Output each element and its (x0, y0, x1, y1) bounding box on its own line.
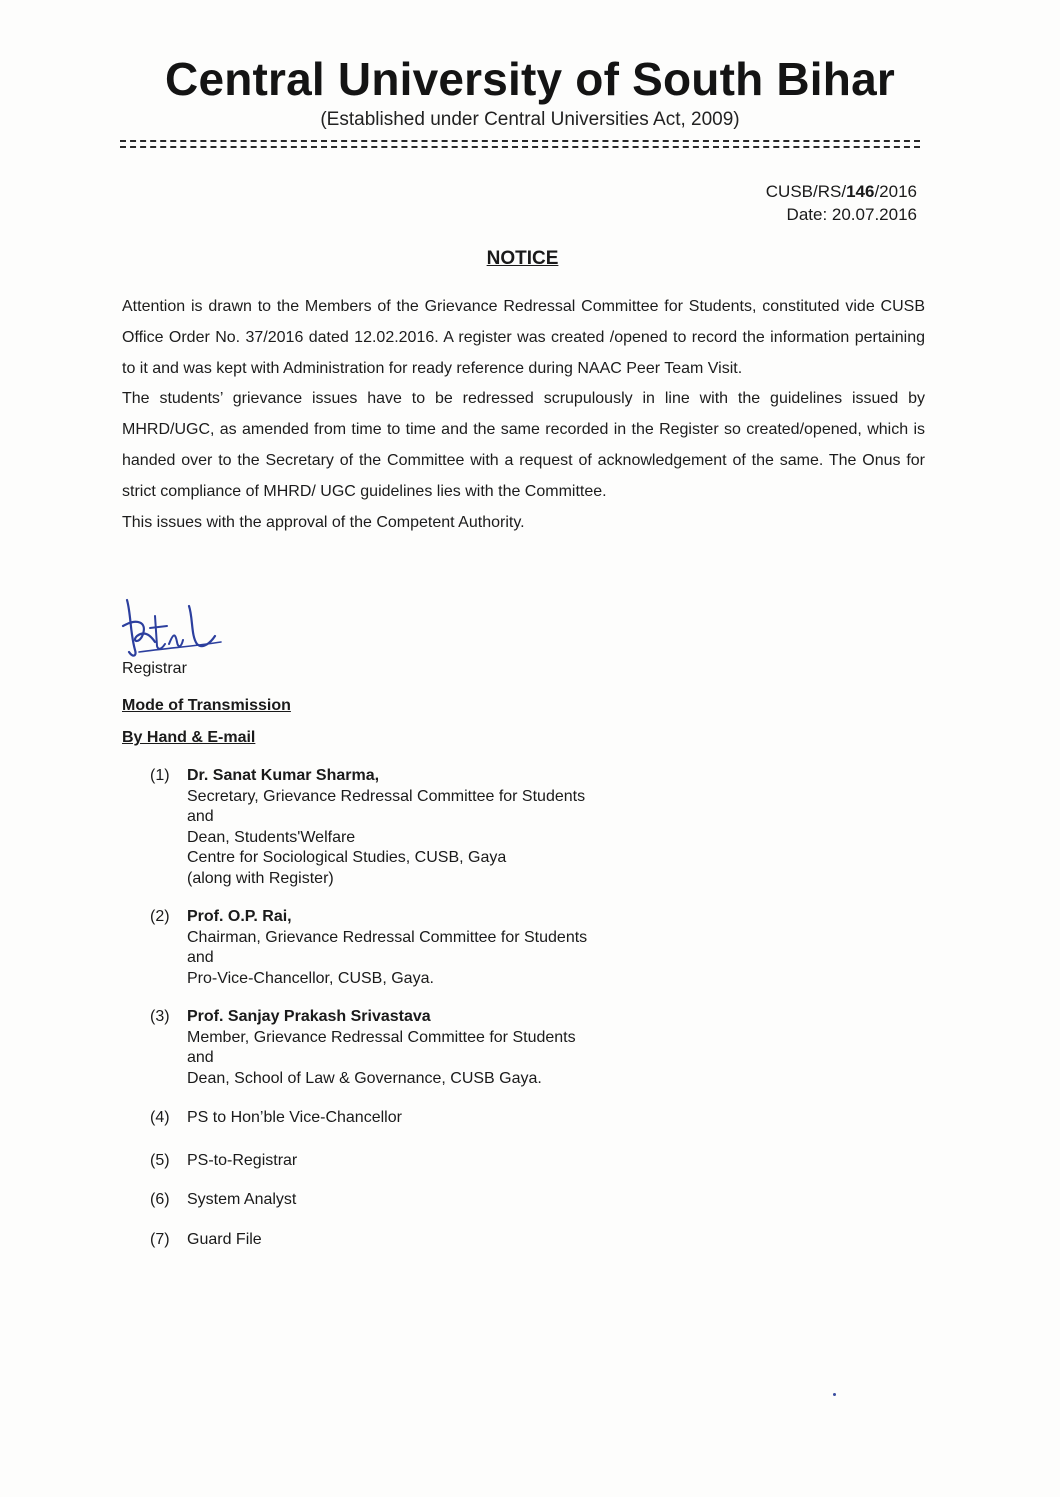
notice-date: Date: 20.07.2016 (786, 205, 917, 224)
recipient-line: and (187, 808, 214, 825)
establishment-line: (Established under Central Universities Act, 2009) (320, 109, 740, 130)
mode-of-transmission-heading: Mode of Transmission (122, 697, 291, 714)
paragraph: This issues with the approval of the Competent Authority. (122, 513, 525, 531)
recipient-name: Prof. Sanjay Prakash Srivastava (187, 1008, 431, 1025)
recipient-line: PS-to-Registrar (187, 1152, 298, 1169)
recipient-line: (along with Register) (187, 869, 334, 887)
recipient-line: PS to Hon’ble Vice-Chancellor (187, 1109, 402, 1126)
recipient-line: Guard File (187, 1231, 262, 1248)
recipient-line: Member, Grievance Redressal Committee for Students (187, 1028, 576, 1046)
notice-body (122, 292, 925, 538)
recipient-line: Chairman, Grievance Redressal Committee for Students (187, 928, 588, 946)
recipient-line: Dean, Students'Welfare (187, 828, 356, 846)
paragraph: The students’ grievance issues have to be redressed scrupulously in line with the guidelines issued by MHRD/UGC, as amended from time to time and the same recorded in the Register so created/opened, which is handed over to the Secretary of the Committee with a request of acknowledgement of the same. The Onus for strict compliance of MHRD/ UGC guidelines lies with the Committee. (122, 390, 925, 500)
recipient-number: (2) (150, 908, 170, 925)
registrar-signature (117, 592, 227, 664)
reference-block (766, 180, 917, 226)
recipient-number: (3) (150, 1008, 170, 1025)
signatory-title: Registrar (122, 660, 187, 677)
recipient-line: Centre for Sociological Studies, CUSB, Gaya (187, 849, 507, 866)
by-hand-heading: By Hand & E-mail (122, 729, 256, 746)
recipient-number: (1) (150, 767, 170, 784)
double-dashed-rule (120, 135, 920, 151)
recipient-number: (6) (150, 1191, 170, 1208)
recipient-number: (4) (150, 1109, 170, 1126)
notice-title: NOTICE (486, 248, 559, 269)
recipient-name: Prof. O.P. Rai, (187, 908, 292, 925)
reference-number: CUSB/RS/146/2016 (765, 182, 917, 201)
recipient-number: (5) (150, 1152, 170, 1169)
recipient-line: Pro-Vice-Chancellor, CUSB, Gaya. (187, 969, 434, 987)
recipient-line: Secretary, Grievance Redressal Committee for Students (187, 787, 586, 805)
recipient-name: Dr. Sanat Kumar Sharma, (187, 767, 380, 784)
university-name: Central University of South Bihar (165, 53, 895, 105)
recipient-line: and (187, 1049, 214, 1066)
scan-speck (833, 1393, 836, 1396)
recipient-line: and (187, 949, 214, 966)
recipient-line: Dean, School of Law & Governance, CUSB Gaya. (187, 1069, 542, 1087)
paragraph: Attention is drawn to the Members of the Grievance Redressal Committee for Students, constituted vide CUSB Office Order No. 37/2016 dated 12.02.2016. A register was created /opened to record the information pertaining to it and was kept with Administration for ready reference during NAAC Peer Team Visit. (122, 298, 925, 377)
recipient-line: System Analyst (187, 1191, 297, 1208)
recipient-number: (7) (150, 1231, 170, 1248)
